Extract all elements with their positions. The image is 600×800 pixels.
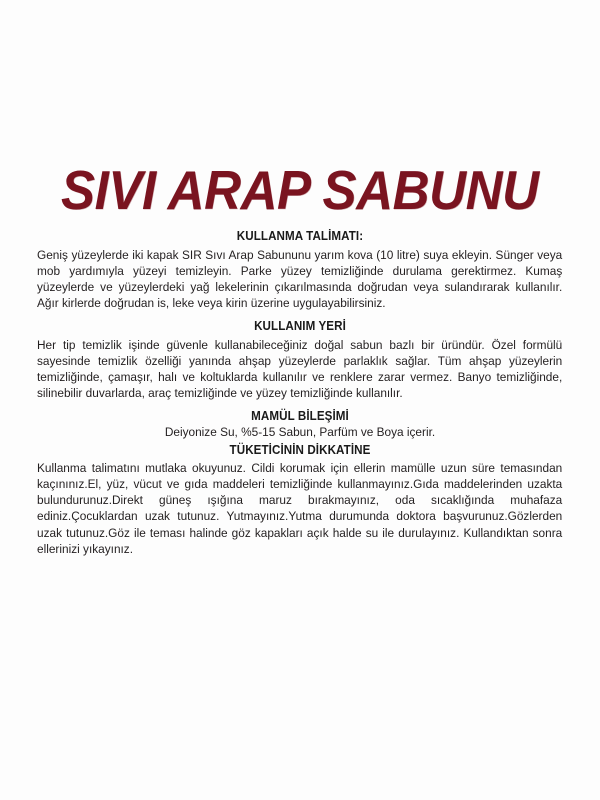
section-heading-kullanma-talimati: KULLANMA TALİMATI: bbox=[236, 228, 364, 243]
section-body-tuketicinin-dikkatine: Kullanma talimatını mutlaka okuyunuz. Cildi korumak için ellerin mamülle uzun süre temasından kaçınınız.El, yüz, vücut ve gıda maddeleri temizliğinde kullanmayınız.Gıda maddelerinden uzakta bulundurunuz.Direkt güneş ışığına maruz bırakmayınız, oda sıcaklığında muhafaza ediniz.Çocuklardan uzak tutunuz. Yutmayınız.Yutma durumunda doktora başvurunuz.Gözlerden uzak tutunuz.Göz ile teması halinde göz kapakları açık halde su ile durulayınız. Kullandıktan sonra ellerinizi yıkayınız. bbox=[37, 461, 563, 556]
section-heading-mamul-bilesimi: MAMÜL BİLEŞİMİ bbox=[251, 407, 349, 423]
section-heading-kullanim-yeri: KULLANIM YERİ bbox=[254, 317, 346, 333]
section-body-mamul-bilesimi: Deiyonize Su, %5-15 Sabun, Parfüm ve Boya içerir. bbox=[164, 425, 436, 440]
spacer bbox=[37, 311, 563, 318]
spacer bbox=[37, 401, 563, 408]
section-body-kullanim-yeri: Her tip temizlik işinde güvenle kullanabileceğiniz doğal sabun bazlı bir üründür. Özel formülü sayesinde temizlik özelliği yanında ahşap yüzeylerde parlaklık sağlar. Tüm ahşap yüzeylerin temizliğinde, çamaşır, halı ve koltuklarda kullanılır ve renklere zarar vermez. Banyo temizliğinde, silinebilir duvarlarda, araç temizliğinde ve yüzey temizliğinde kullanılır. bbox=[37, 337, 563, 400]
page-title: SIVI ARAP SABUNU bbox=[61, 159, 539, 221]
section-body-kullanma-talimati: Geniş yüzeylerde iki kapak SIR Sıvı Arap Sabununu yarım kova (10 litre) suya ekleyin. Sünger veya mob yardımıyla yüzeyi temizleyin. Parke yüzey temizliğinde durulama gerektirmez. Kumaş yüzeylerde ve yüzeylerdeki yağ lekelerinin çıkarılmasında doğrudan veya sulandırarak kullanılır. Ağır kirlerde doğrudan is, leke veya kirin üzerine uygulayabilirsiniz. bbox=[37, 247, 563, 310]
label-content-column bbox=[37, 228, 563, 557]
section-heading-tuketicinin-dikkatine: TÜKETİCİNİN DİKKATİNE bbox=[229, 441, 371, 457]
product-title-block bbox=[0, 159, 600, 221]
